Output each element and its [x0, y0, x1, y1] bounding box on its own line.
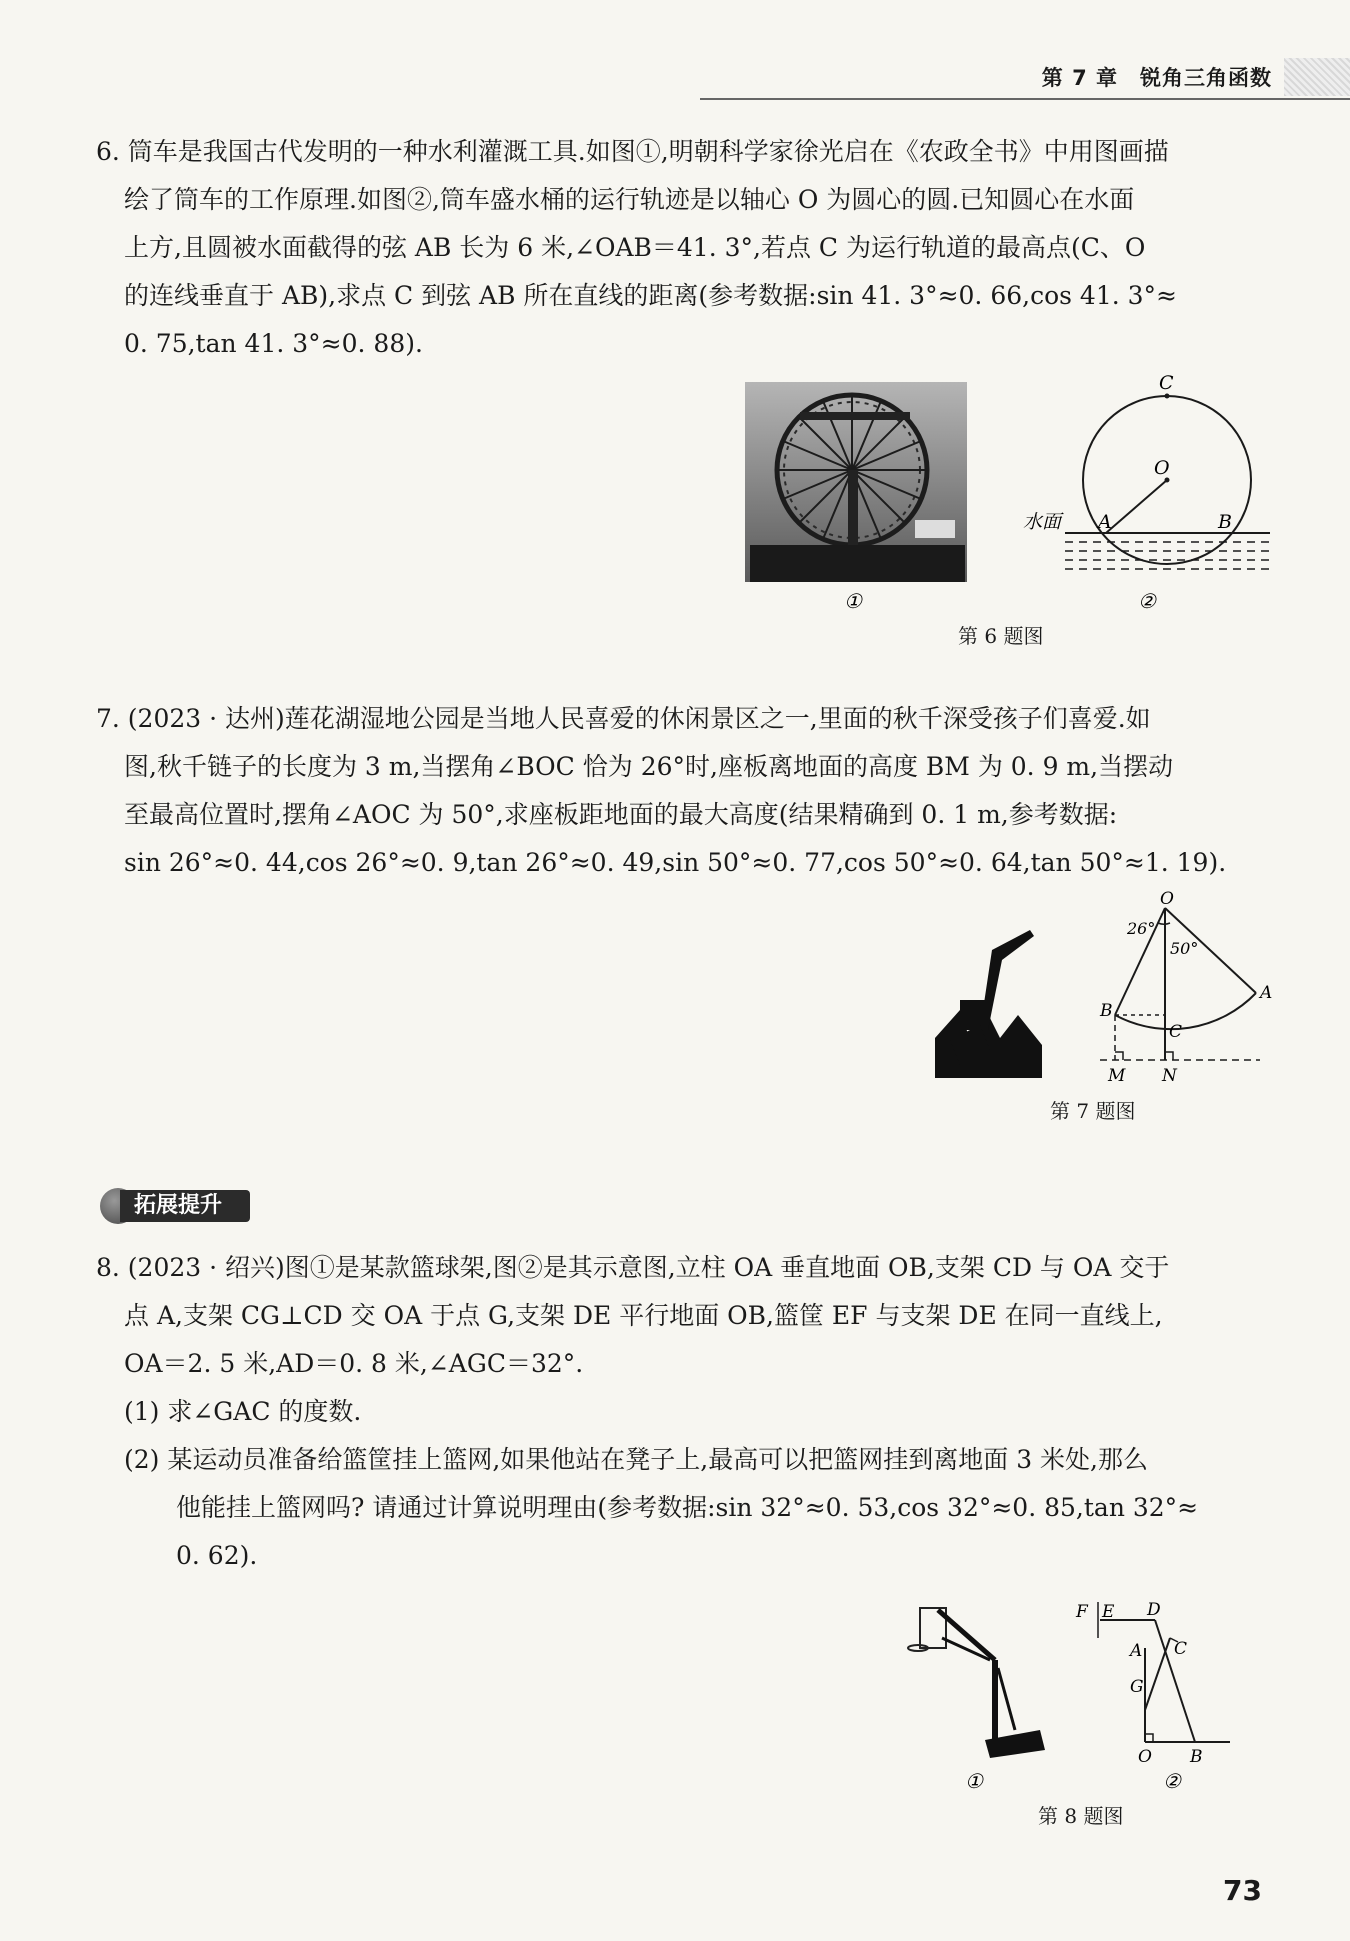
water-wheel-diagram [1023, 372, 1270, 569]
figure-7-caption: 第 7 题图 [1050, 1099, 1136, 1123]
label-A: A [1260, 983, 1273, 1003]
problem-6-line: 绘了筒车的工作原理.如图②,筒车盛水桶的运行轨迹是以轴心 O 为圆心的圆.已知圆心在水面 [124, 185, 1135, 214]
problem-7-line: 至最高位置时,摆角∠AOC 为 50°,求座板距地面的最大高度(结果精确到 0. 1 m,参考数据: [124, 800, 1118, 829]
water-wheel-photo [745, 382, 967, 582]
problem-6-line: 的连线垂直于 AB),求点 C 到弦 AB 所在直线的距离(参考数据:sin 41. 3°≈0. 66,cos 41. 3°≈ [124, 281, 1177, 310]
figure-6-drawing [740, 370, 1280, 660]
problem-8-subquestion-1: (1) 求∠GAC 的度数. [124, 1397, 362, 1426]
section-title: 拓展提升 [134, 1193, 223, 1218]
problem-7-line: sin 26°≈0. 44,cos 26°≈0. 9,tan 26°≈0. 49,sin 50°≈0. 77,cos 50°≈0. 64,tan 50°≈1. 19). [124, 848, 1227, 877]
label-E: E [1102, 1602, 1115, 1622]
label-F: F [1076, 1602, 1088, 1622]
label-A: A [1130, 1641, 1143, 1661]
label-C: C [1169, 1022, 1183, 1042]
header-decoration [1284, 58, 1350, 96]
problem-6 [96, 128, 1276, 368]
problem-7-line: 图,秋千链子的长度为 3 m,当摆角∠BOC 恰为 26°时,座板离地面的高度 BM 为 0. 9 m,当摆动 [124, 752, 1174, 781]
label-C: C [1159, 372, 1174, 394]
label-C: C [1174, 1639, 1188, 1659]
swing-photo [935, 930, 1042, 1078]
figure-8-drawing [890, 1590, 1280, 1800]
label-O: O [1160, 890, 1174, 909]
figure-8-sub2: ② [1163, 1769, 1181, 1793]
figure-7 [930, 890, 1280, 1090]
figure-8-sub1: ① [965, 1769, 983, 1793]
problem-8 [96, 1244, 1276, 1580]
problem-6-line: 0. 75,tan 41. 3°≈0. 88). [124, 329, 423, 358]
page-number: 73 [1223, 1874, 1262, 1907]
figure-8 [890, 1590, 1280, 1800]
problem-6-line: 6. 筒车是我国古代发明的一种水利灌溉工具.如图①,明朝科学家徐光启在《农政全书》中用图画描 [96, 137, 1169, 166]
problem-6-line: 上方,且圆被水面截得的弦 AB 长为 6 米,∠OAB＝41. 3°,若点 C 为运行轨道的最高点(C、O [124, 233, 1146, 262]
problem-7-line: 7. (2023 · 达州)莲花湖湿地公园是当地人民喜爱的休闲景区之一,里面的秋千深受孩子们喜爱.如 [96, 704, 1151, 733]
problem-8-line: 点 A,支架 CG⊥CD 交 OA 于点 G,支架 DE 平行地面 OB,篮筐 EF 与支架 DE 在同一直线上, [124, 1301, 1163, 1330]
figure-6-sub2: ② [1138, 589, 1156, 613]
label-N: N [1162, 1066, 1177, 1086]
basketball-hoop-photo [908, 1608, 1045, 1758]
problem-8-line: 8. (2023 · 绍兴)图①是某款篮球架,图②是其示意图,立柱 OA 垂直地面 OB,支架 CD 与 OA 交于 [96, 1253, 1170, 1282]
label-O: O [1154, 457, 1170, 479]
label-A: A [1098, 511, 1112, 533]
problem-7 [96, 695, 1276, 887]
figure-7-drawing [930, 890, 1280, 1090]
problem-8-line: OA＝2. 5 米,AD＝0. 8 米,∠AGC＝32°. [124, 1349, 584, 1378]
chapter-title: 第 7 章 锐角三角函数 [1041, 66, 1272, 90]
figure-6 [740, 370, 1280, 660]
basketball-hoop-diagram [1098, 1602, 1230, 1742]
figure-8-caption: 第 8 题图 [1038, 1804, 1124, 1828]
angle-26-label: 26° [1127, 919, 1156, 938]
section-extension-label [100, 1188, 250, 1224]
label-B: B [1190, 1747, 1203, 1767]
page-header [700, 58, 1350, 100]
water-surface-label: 水面 [1023, 511, 1062, 533]
problem-8-subquestion-2-line: 他能挂上篮网吗? 请通过计算说明理由(参考数据:sin 32°≈0. 53,cos 32°≈0. 85,tan 32°≈ [176, 1493, 1199, 1522]
label-G: G [1130, 1677, 1144, 1697]
figure-6-sub1: ① [844, 589, 862, 613]
label-O: O [1138, 1747, 1152, 1767]
label-M: M [1108, 1066, 1126, 1086]
figure-6-caption: 第 6 题图 [958, 624, 1044, 648]
label-B: B [1218, 511, 1232, 533]
angle-50-label: 50° [1170, 939, 1199, 958]
problem-8-subquestion-2-line: (2) 某运动员准备给篮筐挂上篮网,如果他站在凳子上,最高可以把篮网挂到离地面 3 米处,那么 [124, 1445, 1149, 1474]
label-B: B [1100, 1001, 1113, 1021]
label-D: D [1147, 1600, 1161, 1620]
problem-8-subquestion-2-line: 0. 62). [176, 1541, 258, 1570]
